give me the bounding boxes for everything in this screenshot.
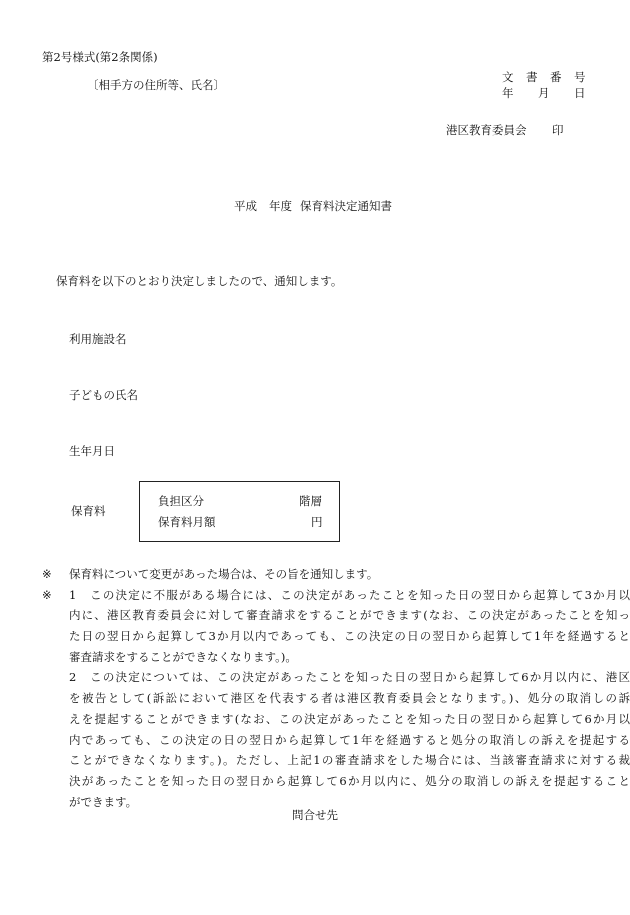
doc-number-char: 号 — [574, 70, 586, 84]
recipient-placeholder: 〔相手方の住所等、氏名〕 — [87, 78, 225, 92]
note-item2-number: 2 — [69, 670, 77, 685]
note-mark: ※ — [42, 587, 52, 602]
fee-box — [139, 481, 340, 542]
date-day-label: 日 — [574, 86, 586, 100]
note-item1-text: た日の翌日から起算して3か月以内であっても、この決定の日の翌日から起算して1年を経過すると — [69, 629, 630, 644]
facility-label: 利用施設名 — [69, 332, 127, 346]
issuer-name: 港区教育委員会 — [446, 123, 527, 137]
note-item2-text: この決定については、この決定があったことを知った日の翌日から起算して6か月以内に、港区 — [89, 670, 630, 685]
doc-number-char: 文 — [502, 70, 514, 84]
title-fiscal-year: 年度 — [269, 199, 292, 213]
note-item2-line — [42, 709, 630, 730]
note-item2-text: 内であっても、この決定の日の翌日から起算して1年を経過すると処分の取消しの訴えを提起する — [69, 732, 630, 747]
note-item1-text: 審査請求をすることができなくなります。)。 — [69, 649, 297, 664]
note-item2-line — [42, 750, 630, 771]
intro-text: 保育料を以下のとおり決定しましたので、通知します。 — [56, 274, 343, 288]
doc-number-char: 書 — [526, 70, 538, 84]
note-item2-text: 決があったことを知った日の翌日から起算して6か月以内に、処分の取消しの訴えを提起すること — [69, 773, 630, 788]
birthdate-label: 生年月日 — [69, 444, 115, 458]
date-year-label: 年 — [502, 86, 514, 100]
fee-label: 保育料 — [71, 504, 106, 518]
note-item1-line — [42, 605, 630, 626]
date-month-label: 月 — [538, 86, 550, 100]
form-number: 第2号様式(第2条関係) — [42, 50, 158, 64]
note-item2-text: えを提起することができます(なお、この決定があったことを知った日の翌日から起算して6か月以 — [69, 711, 630, 726]
title-main: 保育料決定通知書 — [300, 199, 392, 213]
note-item2-line — [42, 688, 630, 709]
burden-tier-unit: 階層 — [299, 494, 322, 508]
contact-label: 問合せ先 — [292, 808, 338, 822]
note-item1-line — [42, 626, 630, 647]
note-item2-text: ことができなくなります。)。ただし、上記1の審査請求をした場合には、当該審査請求に対する裁 — [69, 753, 630, 768]
note-item2-text: ができます。 — [69, 794, 138, 809]
doc-number-char: 番 — [550, 70, 562, 84]
note-item2-text: を被告として(訴訟において港区を代表する者は港区教育委員会となります。)、処分の取消しの訴 — [69, 691, 630, 706]
note-item2-line — [42, 771, 630, 792]
note-change-text: 保育料について変更があった場合は、その旨を通知します。 — [69, 567, 379, 581]
seal-mark: 印 — [552, 123, 564, 137]
child-name-label: 子どもの氏名 — [69, 388, 138, 402]
note-item1-number: 1 — [69, 587, 77, 602]
document-title — [234, 201, 392, 213]
monthly-fee-unit: 円 — [311, 515, 323, 529]
note-item2-line — [42, 730, 630, 751]
note-change — [42, 564, 594, 585]
note-item1-text: 内に、港区教育委員会に対して審査請求をすることができます(なお、この決定があったことを知っ — [69, 608, 630, 623]
title-era: 平成 — [234, 199, 257, 213]
burden-category-label: 負担区分 — [158, 494, 204, 508]
notes-section — [42, 564, 630, 812]
note-item1-text: この決定に不服がある場合には、この決定があったことを知った日の翌日から起算して3か月以 — [89, 587, 630, 602]
note-item1-line — [42, 585, 630, 606]
monthly-fee-label: 保育料月額 — [158, 515, 216, 529]
note-item2-line — [42, 667, 630, 688]
note-item1-line — [42, 647, 594, 668]
note-mark: ※ — [42, 567, 52, 581]
